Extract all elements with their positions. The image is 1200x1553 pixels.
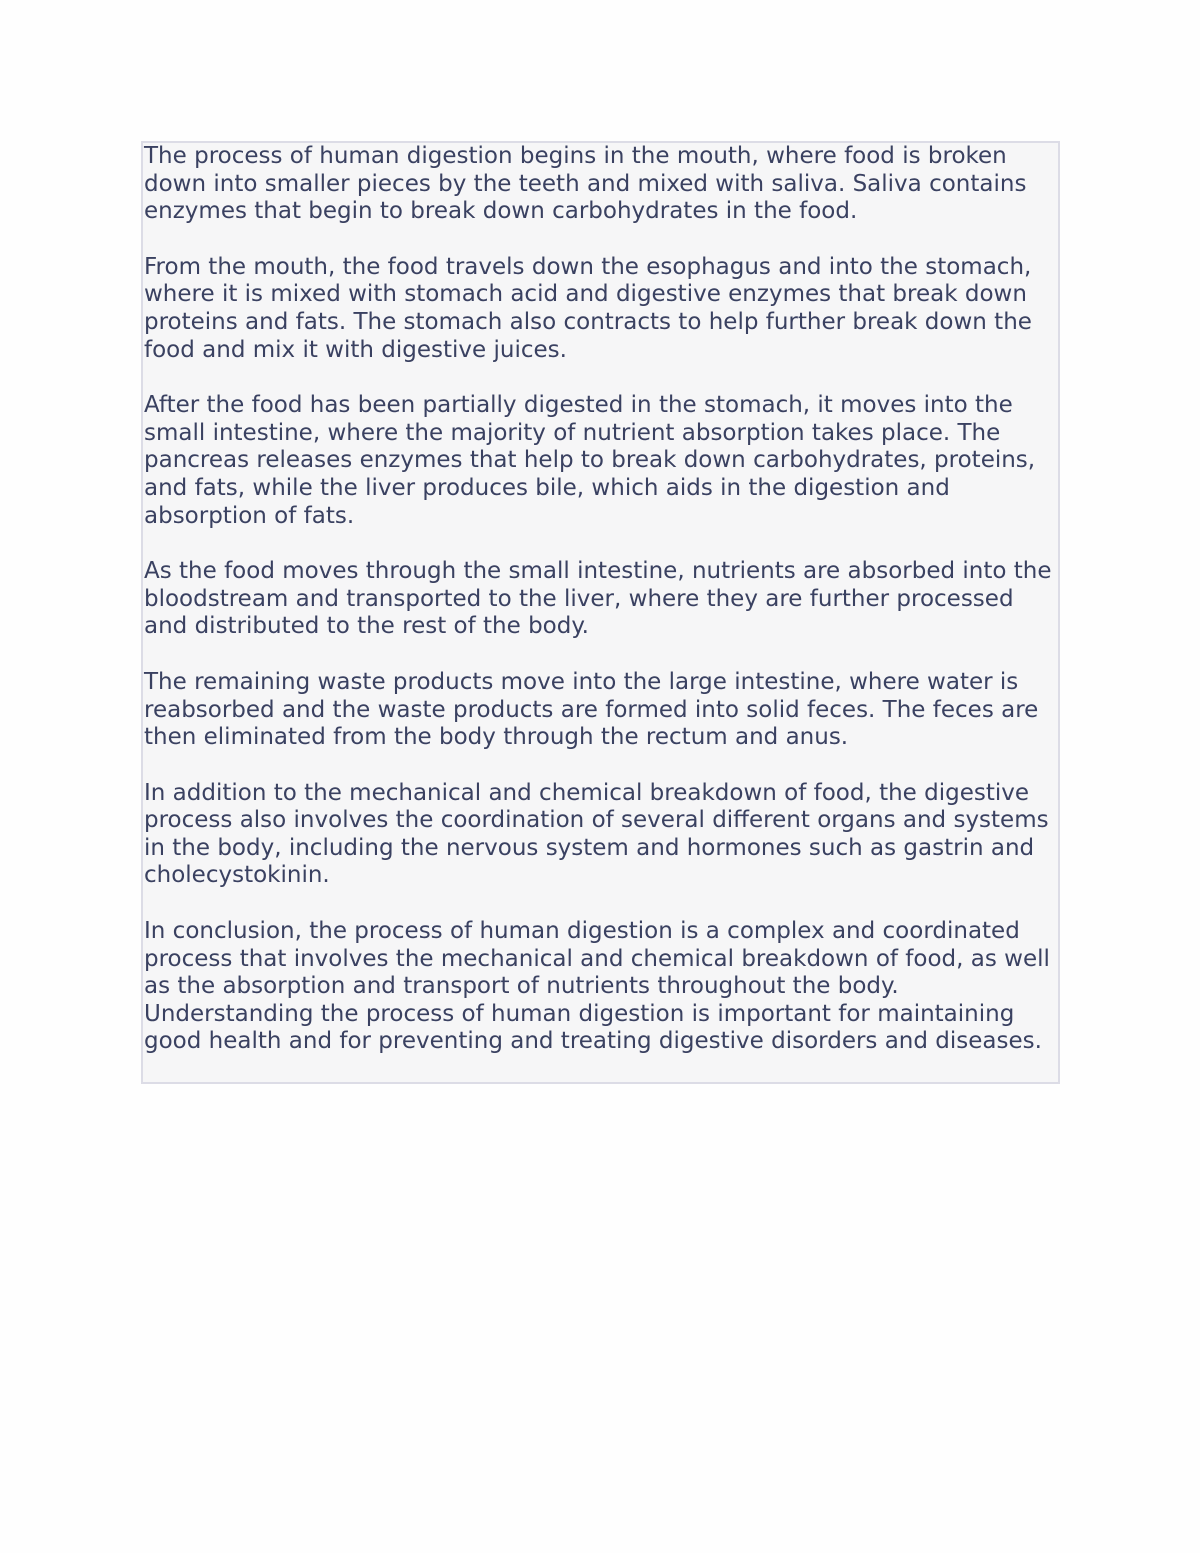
- paragraph-spacer: [144, 226, 1058, 254]
- paragraph-spacer: [144, 890, 1058, 918]
- paragraph-spacer: [144, 530, 1058, 558]
- paragraph-small-intestine: After the food has been partially digested in the stomach, it moves into the small intestine, where the majority of nutrient absorption takes place. The pancreas releases enzymes that help to break down carbohydrates, proteins, and fats, while the liver produces bile, which aids in the digestion and absorption of fats.: [144, 392, 1036, 529]
- paragraph-stomach: From the mouth, the food travels down the esophagus and into the stomach, where it is mixed with stomach acid and digestive enzymes that break down proteins and fats. The stomach also contracts to help further break down the food and mix it with digestive juices.: [144, 253, 1032, 363]
- paragraph-coordination: In addition to the mechanical and chemical breakdown of food, the digestive process also involves the coordination of several different organs and systems in the body, including the nervous system and hormones such as gastrin and cholecystokinin.: [144, 779, 1049, 889]
- paragraph-conclusion: In conclusion, the process of human digestion is a complex and coordinated process that involves the mechanical and chemical breakdown of food, as well as the absorption and transport of nutrients throughout the body. Understanding the process of human digestion is important for maintaining good health and for preventing and treating digestive disorders and diseases.: [144, 918, 1050, 1055]
- paragraph-spacer: [144, 752, 1058, 780]
- paragraph-large-intestine: The remaining waste products move into the large intestine, where water is reabsorbed and the waste products are formed into solid feces. The feces are then eliminated from the body through the rectum and anus.: [144, 668, 1039, 751]
- document-text-box: [141, 141, 1060, 1084]
- paragraph-mouth: The process of human digestion begins in the mouth, where food is broken down into smaller pieces by the teeth and mixed with saliva. Saliva contains enzymes that begin to break down carbohydrates in the food.: [144, 143, 1027, 225]
- paragraph-spacer: [144, 364, 1058, 392]
- paragraph-absorption: As the food moves through the small intestine, nutrients are absorbed into the bloodstream and transported to the liver, where they are further processed and distributed to the rest of the body.: [144, 558, 1052, 640]
- paragraph-spacer: [144, 641, 1058, 669]
